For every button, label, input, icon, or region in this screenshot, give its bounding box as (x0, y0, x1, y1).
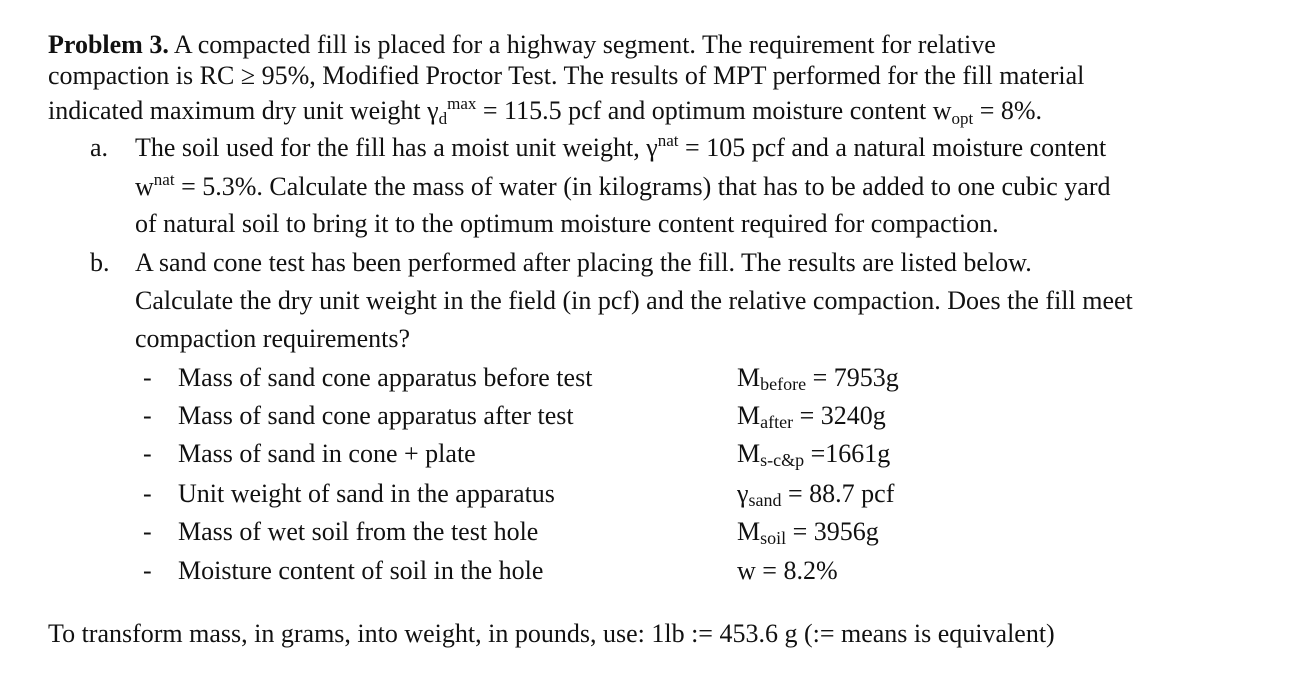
symbol: w (737, 556, 756, 585)
value: = 3956g (786, 517, 879, 546)
problem-line-2: compaction is RC ≥ 95%, Modified Proctor Test. The results of MPT performed for the fill material (48, 61, 1085, 90)
symbol: M (737, 401, 761, 430)
result-value (737, 517, 879, 547)
problem-line-3 (48, 96, 1042, 126)
part-b-line-3: compaction requirements? (135, 324, 411, 353)
symbol: M (737, 439, 761, 468)
text: indicated maximum dry unit weight γ (48, 96, 439, 125)
text: A compacted fill is placed for a highway segment. The requirement for relative (168, 30, 996, 59)
result-label: Mass of sand cone apparatus after test (178, 401, 574, 430)
symbol-subscript: s-c&p (760, 450, 805, 470)
result-value (737, 556, 838, 586)
list-dash: - (143, 556, 152, 585)
part-b-line-2: Calculate the dry unit weight in the field (in pcf) and the relative compaction. Does the fill meet (135, 286, 1133, 315)
list-dash: - (143, 439, 152, 468)
symbol: M (737, 517, 761, 546)
part-b-marker: b. (90, 248, 110, 277)
symbol: M (737, 363, 761, 392)
part-a-line-2 (135, 172, 1111, 202)
symbol: γ (737, 479, 749, 508)
part-a-line-1 (135, 133, 1106, 163)
list-dash: - (143, 363, 152, 392)
part-a-marker: a. (90, 133, 109, 162)
result-label: Mass of wet soil from the test hole (178, 517, 539, 546)
superscript: max (447, 94, 477, 113)
subscript: d (438, 109, 448, 128)
part-b-line-1: A sand cone test has been performed after placing the fill. The results are listed below. (135, 248, 1032, 277)
result-label: Moisture content of soil in the hole (178, 556, 544, 585)
superscript: nat (657, 131, 679, 150)
symbol-subscript: before (760, 374, 807, 394)
list-dash: - (143, 401, 152, 430)
result-label: Unit weight of sand in the apparatus (178, 479, 555, 508)
list-dash: - (143, 517, 152, 546)
result-label: Mass of sand cone apparatus before test (178, 363, 593, 392)
result-value (737, 363, 899, 393)
text: = 8%. (973, 96, 1043, 125)
value: = 88.7 pcf (781, 479, 895, 508)
text: = 5.3%. Calculate the mass of water (in kilograms) that has to be added to one cubic yard (174, 172, 1111, 201)
text: w (135, 172, 154, 201)
part-a-line-3: of natural soil to bring it to the optimum moisture content required for compaction. (135, 209, 999, 238)
value: =1661g (804, 439, 891, 468)
value: = 3240g (793, 401, 886, 430)
symbol-subscript: sand (748, 490, 782, 510)
result-value (737, 479, 894, 509)
problem-label: Problem 3. (48, 30, 169, 59)
list-dash: - (143, 479, 152, 508)
subscript: opt (951, 109, 974, 128)
value: = 7953g (806, 363, 899, 392)
problem-line-1 (48, 30, 996, 60)
text: = 115.5 pcf and optimum moisture content w (476, 96, 952, 125)
symbol-subscript: after (760, 412, 794, 432)
text: The soil used for the fill has a moist unit weight, γ (135, 133, 658, 162)
text: = 105 pcf and a natural moisture content (678, 133, 1107, 162)
result-value (737, 401, 886, 431)
conversion-note: To transform mass, in grams, into weight, in pounds, use: 1lb := 453.6 g (:= means is equivalent) (48, 619, 1055, 648)
value: = 8.2% (755, 556, 838, 585)
superscript: nat (153, 170, 175, 189)
result-value (737, 439, 890, 469)
result-label: Mass of sand in cone + plate (178, 439, 476, 468)
symbol-subscript: soil (760, 528, 787, 548)
